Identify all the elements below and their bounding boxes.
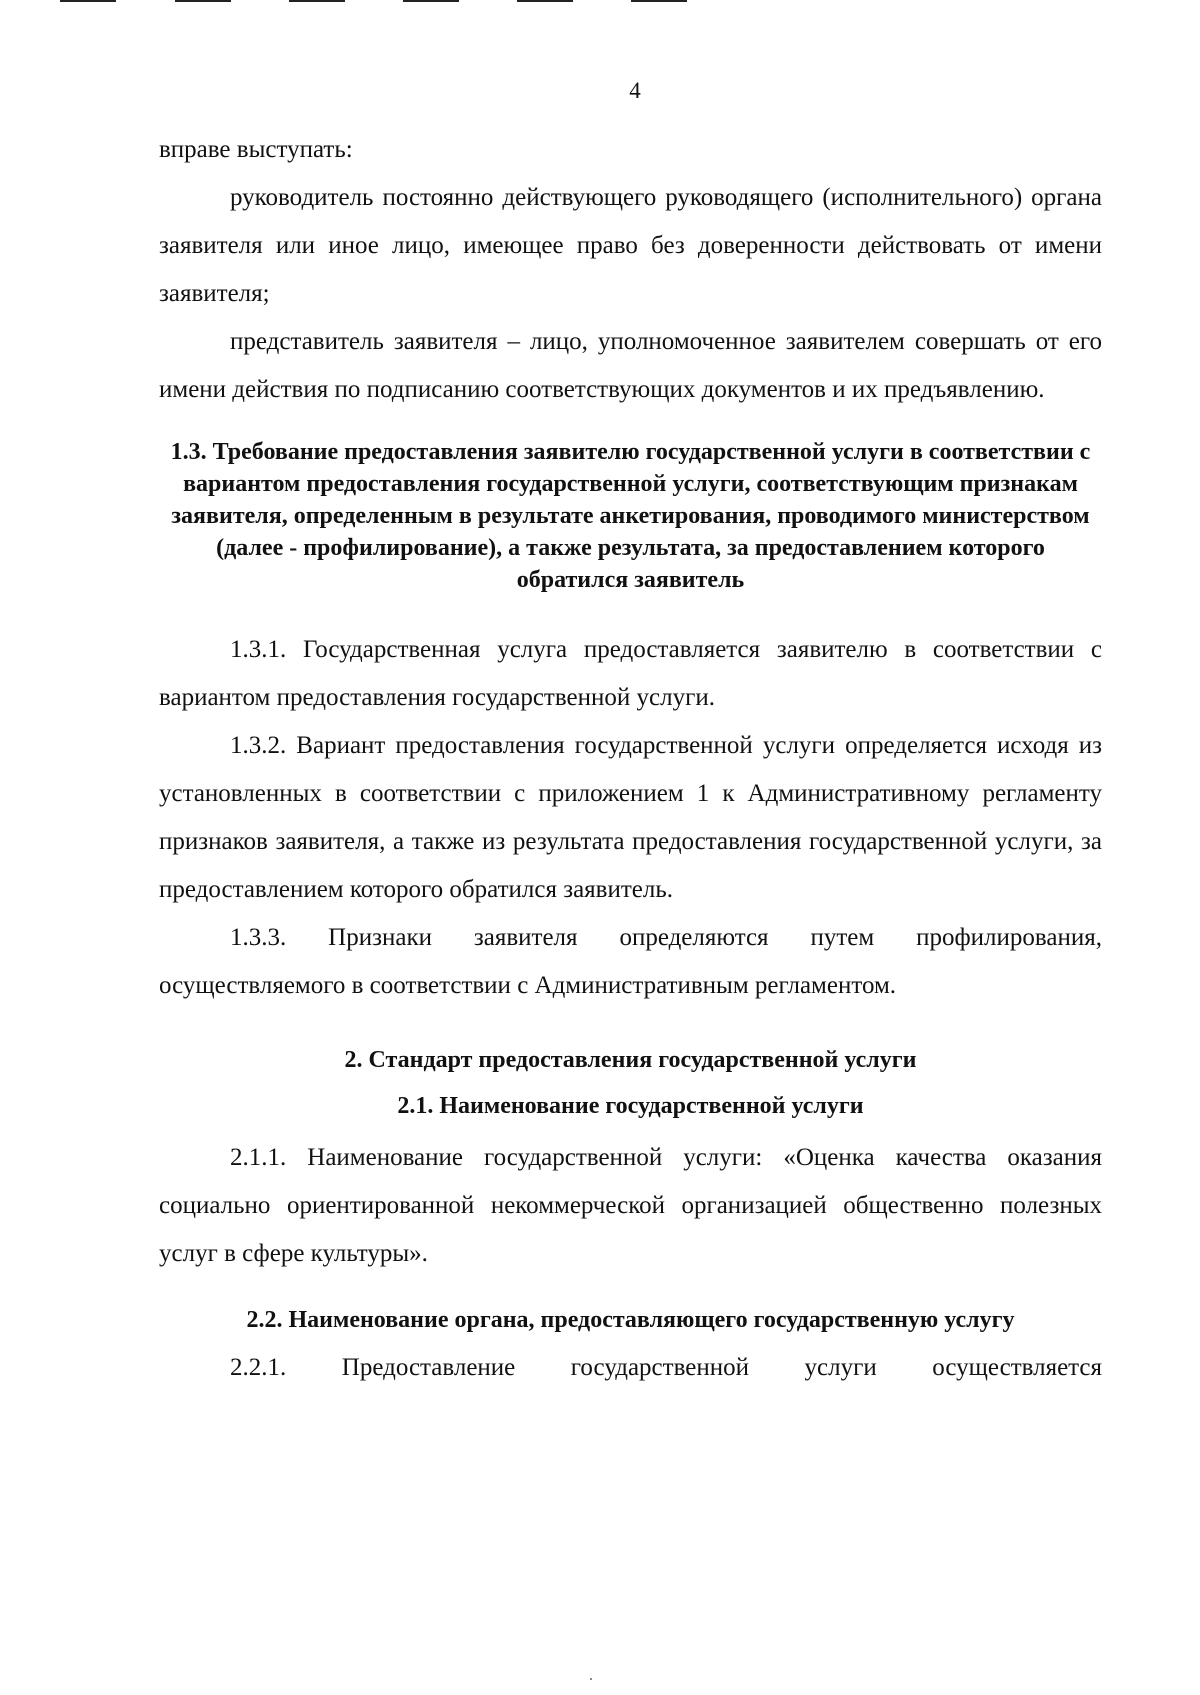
paragraph-head-of-body: руководитель постоянно действующего руководящего (исполнительного) органа заявителя или иное лицо, имеющее право без доверенности действовать от имени заявителя;	[159, 184, 1102, 307]
scan-mark	[403, 0, 459, 2]
scan-mark	[631, 0, 687, 2]
paragraph-2-1-1: 2.1.1. Наименование государственной услуги: «Оценка качества оказания социально ориентированной некоммерческой организацией общественно полезных услуг в сфере культуры».	[159, 1144, 1102, 1267]
scan-mark	[289, 0, 345, 2]
paragraph-representative: представитель заявителя – лицо, уполномоченное заявителем совершать от его имени действия по подписанию соответствующих документов и их предъявлению.	[159, 328, 1102, 403]
section-heading-2-2: 2.2. Наименование органа, предоставляющего государственную услугу	[246, 1307, 1015, 1333]
scan-mark	[175, 0, 231, 2]
scan-mark	[517, 0, 573, 2]
page-number: 4	[629, 78, 641, 103]
paragraph-1-3-1: 1.3.1. Государственная услуга предоставляется заявителю в соответствии с вариантом предоставления государственной услуги.	[159, 636, 1102, 711]
section-heading-1-3: 1.3. Требование предоставления заявителю государственной услуги в соответствии с вариантом предоставления государственной услуги, соответствующим признакам заявителя, определенным в результате анкетирования, проводимого министерством (далее - профилирование), а также результата, за предоставлением которого обратился заявитель	[170, 439, 1091, 593]
paragraph-intro: вправе выступать:	[159, 136, 353, 163]
section-heading-2: 2. Стандарт предоставления государственной услуги	[344, 1047, 917, 1073]
paragraph-2-2-1: 2.2.1. Предоставление государственной услуги осуществляется	[230, 1354, 1102, 1381]
top-scan-marks	[60, 0, 760, 4]
paragraph-1-3-3: 1.3.3. Признаки заявителя определяются путем профилирования, осуществляемого в соответствии с Административным регламентом.	[159, 924, 1102, 999]
scan-mark	[60, 0, 116, 2]
document-body	[159, 126, 1102, 1392]
section-heading-2-1: 2.1. Наименование государственной услуги	[397, 1093, 864, 1119]
paragraph-1-3-2: 1.3.2. Вариант предоставления государственной услуги определяется исходя из установленных в соответствии с приложением 1 к Административному регламенту признаков заявителя, а также из результата предоставления государственной услуги, за предоставлением которого обратился заявитель.	[159, 732, 1102, 903]
scan-speck	[590, 1678, 592, 1680]
